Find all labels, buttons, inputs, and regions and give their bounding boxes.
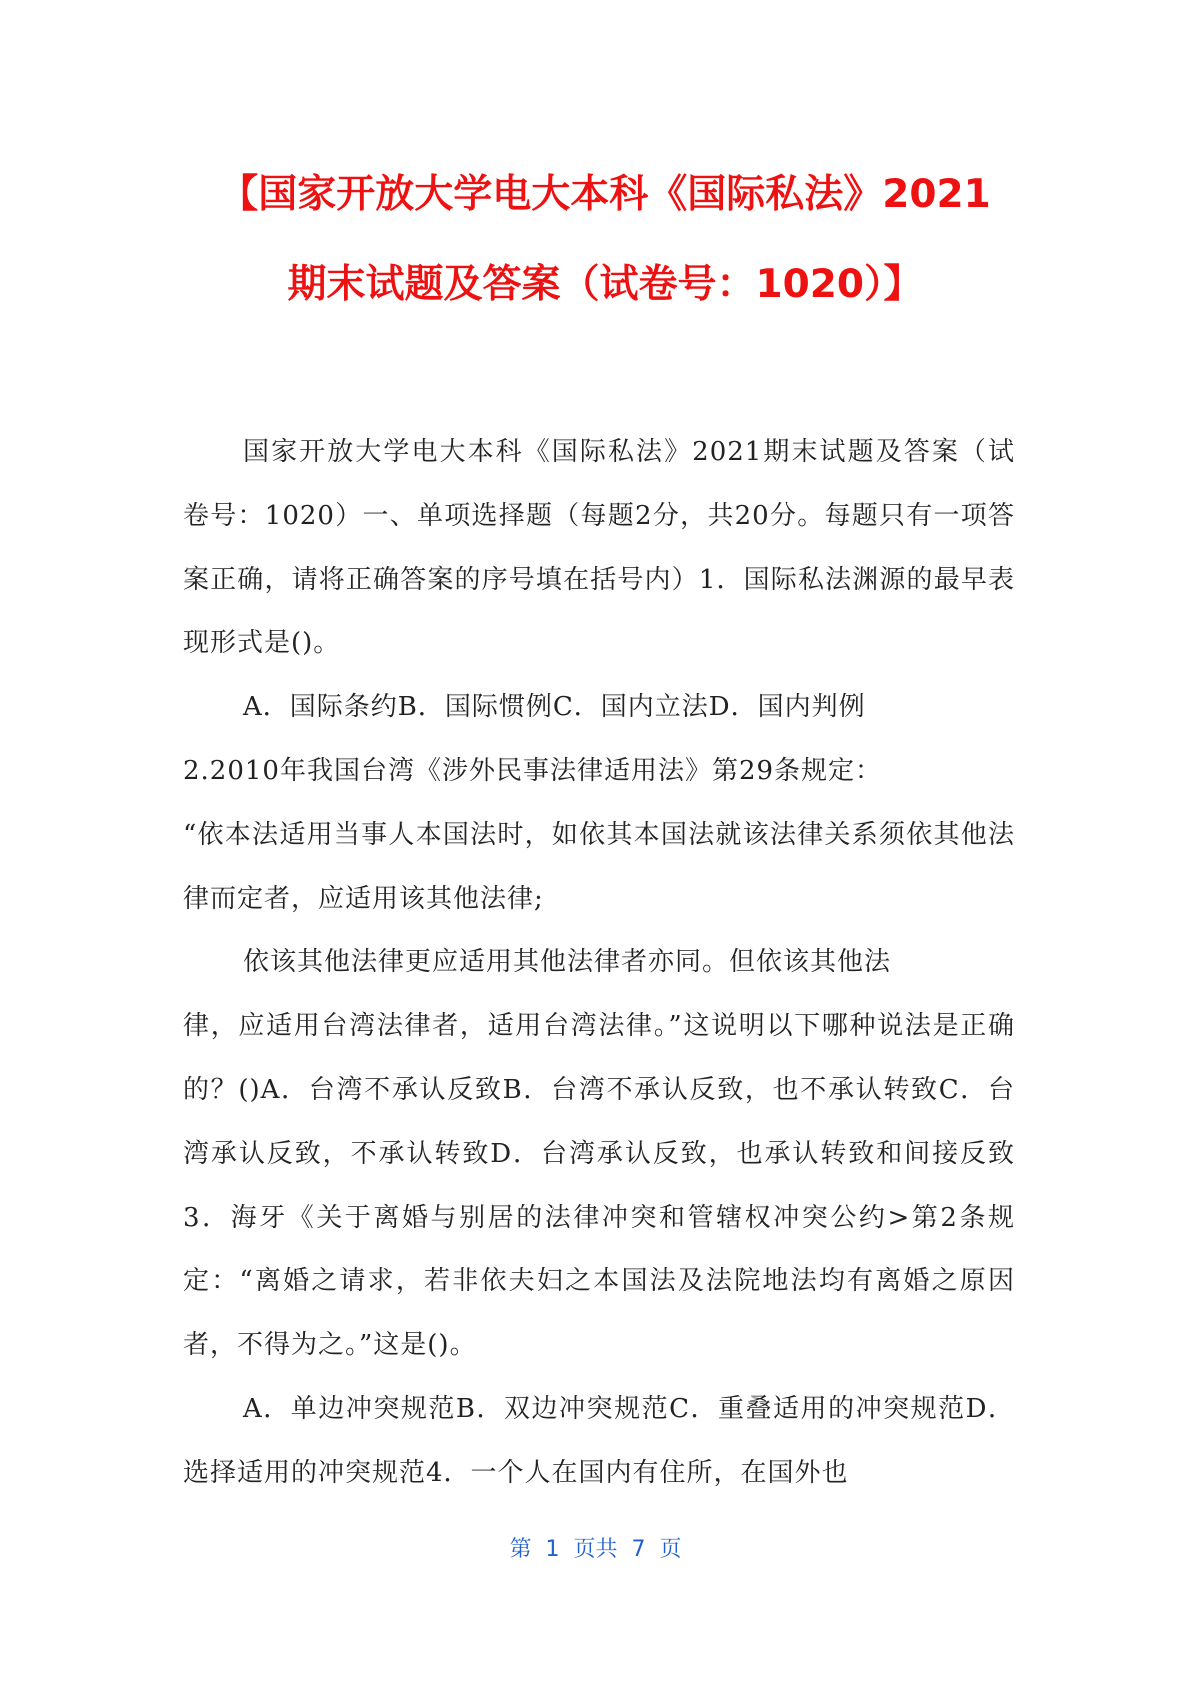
document-title-line-2: 期末试题及答案（试卷号：1020）】 <box>287 262 923 307</box>
body-paragraph: “依本法适用当事人本国法时，如依其本国法就该法律关系须依其他法律而定者，应适用该其他法律; <box>183 819 1015 914</box>
page-footer: 第 1 页共 7 页 <box>509 1537 682 1562</box>
body-paragraph: 律，应适用台湾法律者，适用台湾法律。”这说明以下哪种说法是正确的？()A．台湾不承认反致B．台湾不承认反致，也不承认转致C．台湾承认反致，不承认转致D．台湾承认反致，也承认转致和间接反致3．海牙《关于离婚与别居的法律冲突和管辖权冲突公约>第2条规定：“离婚之请求，若非依夫妇之本国法及法院地法均有离婚之原因者，不得为之。”这是()。 <box>183 1011 1015 1361</box>
document-body <box>183 421 1015 1506</box>
document-title-line-1: 【国家开放大学电大本科《国际私法》2021 <box>219 172 991 217</box>
body-paragraph: 依该其他法律更应适用其他法律者亦同。但依该其他法 <box>243 947 892 978</box>
body-paragraph: A．国际条约B．国际惯例C．国内立法D．国内判例 <box>243 692 866 723</box>
body-paragraph: 国家开放大学电大本科《国际私法》2021期末试题及答案（试卷号：1020）一、单项选择题（每题2分，共20分。每题只有一项答案正确，请将正确答案的序号填在括号内）1．国际私法渊源的最早表现形式是()。 <box>183 437 1015 659</box>
body-paragraph: 2.2010年我国台湾《涉外民事法律适用法》第29条规定： <box>183 755 883 786</box>
body-paragraph: A．单边冲突规范B．双边冲突规范C．重叠适用的冲突规范D．选择适用的冲突规范4．一个人在国内有住所，在国外也 <box>183 1393 1015 1488</box>
document-title <box>175 150 1035 330</box>
